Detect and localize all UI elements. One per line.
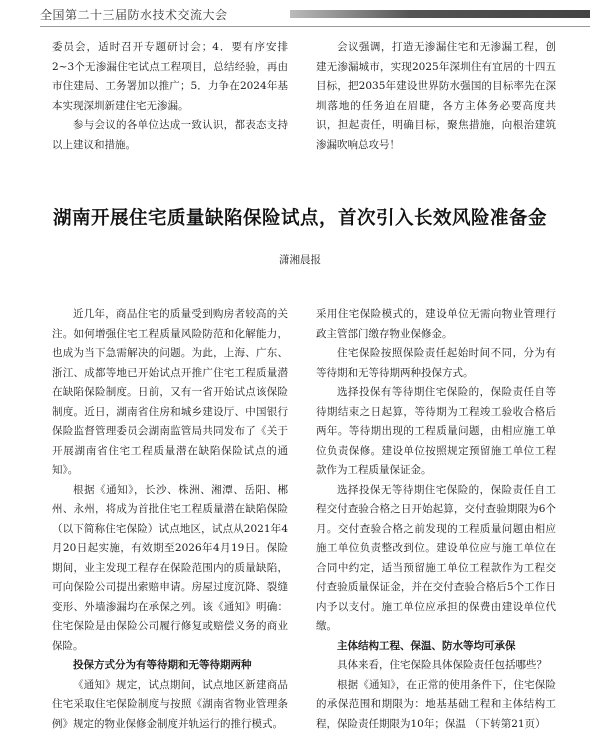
article-title: 湖南开展住宅质量缺陷保险试点，首次引入长效风险准备金 [52,208,547,229]
page-header [0,0,600,30]
article-right-column [316,305,556,734]
previous-article-right-column [316,38,556,155]
paragraph: 选择投保有等待期住宅保险的，保险责任自等待期结束之日起算，等待期为工程竣工验收合格后两年。等待期出现的工程质量问题，由相应施工单位负责保修。建设单位按照规定预留施工单位工程款作为工程质量保证金。 [316,386,556,476]
paragraph: 采用住宅保险模式的，建设单位无需向物业管理行政主管部门缴存物业保修金。 [316,308,556,340]
previous-article-left-column [52,38,288,155]
section-subheading: 主体结构工程、保温、防水等均可承保 [337,639,516,652]
paragraph: 委员会，适时召开专题研讨会；4．要有序安排2~3个无渗漏住宅试点工程项目，总结经验，再由市住建局、工务署加以推广；5．力争在2024年基本实现深圳新建住宅无渗漏。 [52,41,288,112]
header-decorative-bar [290,10,590,18]
paragraph: 《通知》规定，试点期间，试点地区新建商品住宅采取住宅保险制度与按照《湖南省物业管理条例》规定的物业保修金制度并轨运行的推行模式。 [52,678,288,730]
paragraph [316,676,556,735]
paragraph-text: 根据《通知》，在正常的使用条件下，住宅保险的承保范围和期限为：地基基础工程和主体结构工程，保险责任期限为10年；保温 [316,678,556,730]
paragraph: 具体来看，住宅保险具体保险责任包括哪些？ [337,659,547,671]
article-byline: 潇湘晨报 [279,254,321,266]
paragraph: 住宅保险按照保险责任起始时间不同，分为有等待期和无等待期两种投保方式。 [316,347,556,379]
paragraph: 根据《通知》，长沙、株洲、湘潭、岳阳、郴州、永州，将成为首批住宅工程质量潜在缺陷保险（以下简称住宅保险）试点地区，试点从2021年4月20日起实施，有效期至2026年4月19日。保险期间，业主发现工程存在保险范围内的质量缺陷，可向保险公司提出索赔申请。房屋过度沉降、裂缝变形、外墙渗漏均在承保之列。该《通知》明确：住宅保险是由保险公司履行修复或赔偿义务的商业保险。 [52,483,288,652]
paragraph: 参与会议的各单位达成一致认识，都表态支持以上建议和措施。 [52,119,288,151]
header-rule [40,26,590,27]
continued-note: （下转第21页） [469,717,546,730]
section-subheading: 投保方式分为有等待期和无等待期两种 [73,659,252,671]
conference-title: 全国第二十三届防水技术交流大会 [40,8,228,22]
paragraph: 会议强调，打造无渗漏住宅和无渗漏工程，创建无渗漏城市，实现2025年深圳住有宜居的十四五目标，把2035年建设世界防水强国的目标率先在深圳落地的任务迫在眉睫，各方主体务必要高度共识，担起责任，明确目标，聚焦措施，向根治建筑渗漏吹响总攻号！ [316,41,556,151]
article-left-column [52,305,288,734]
paragraph: 选择投保无等待期住宅保险的，保险责任自工程交付查验合格之日开始起算，交付查验期限为6个月。交付查验合格之前发现的工程质量问题由相应施工单位负责整改到位。建设单位应与施工单位在合同中约定，适当预留施工单位工程款作为工程交付查验质量保证金，并在交付查验合格后5个工作日内予以支付。施工单位应承担的保费由建设单位代缴。 [316,483,556,632]
paragraph: 近几年，商品住宅的质量受到购房者较高的关注。如何增强住宅工程质量风险防范和化解能力，也成为当下急需解决的问题。为此，上海、广东、浙江、成都等地已开始试点开推广住宅工程质量潜在缺陷保险制度。日前，又有一省开始试点该保险制度。近日，湖南省住房和城乡建设厅、中国银行保险监督管理委员会湖南监管局共同发布了《关于开展湖南省住宅工程质量潜在缺陷保险试点的通知》。 [52,308,288,476]
